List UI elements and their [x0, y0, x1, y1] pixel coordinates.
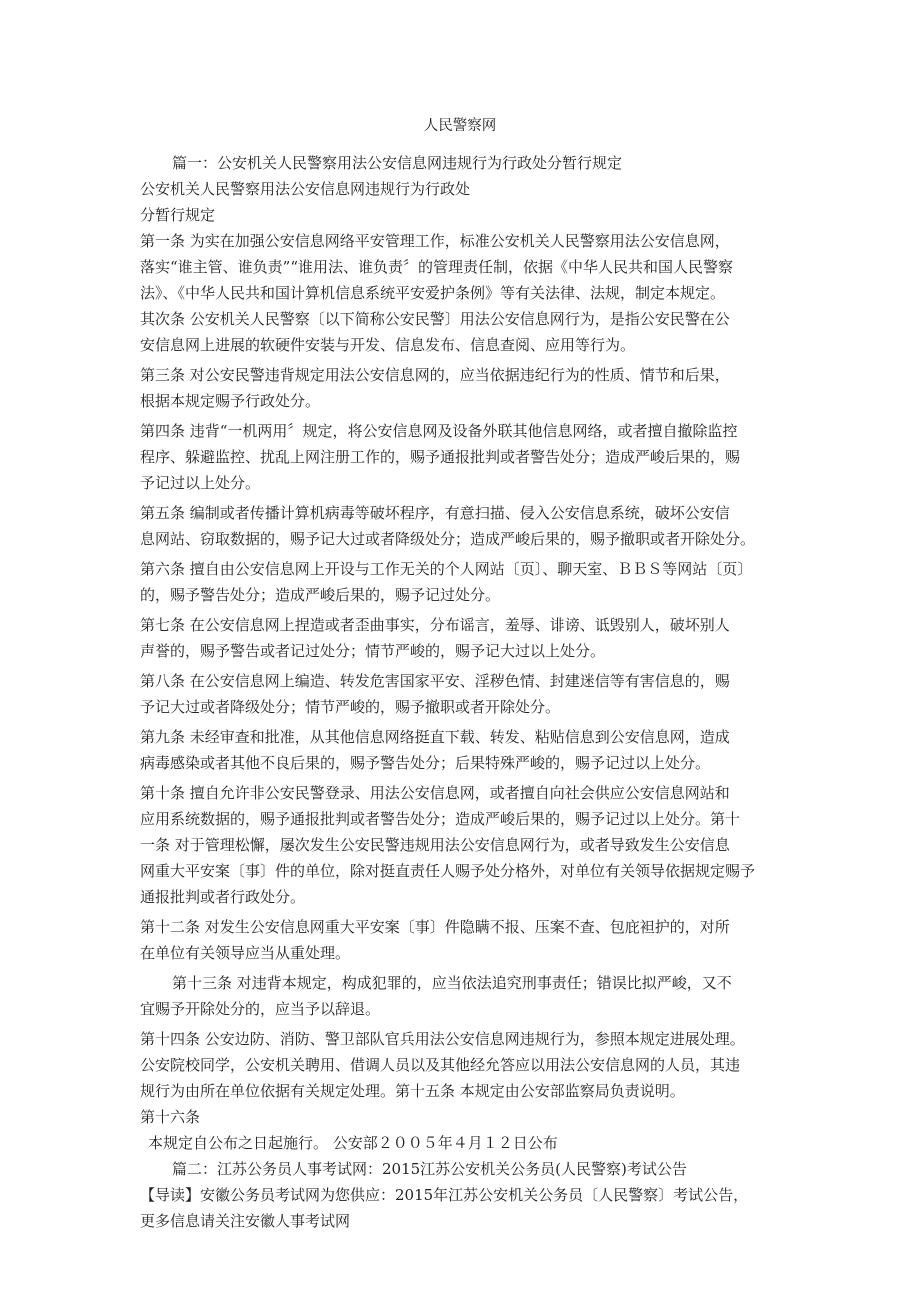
text-line: 第五条 编制或者传播计算机病毒等破坏程序，有意扫描、侵入公安信息系统，破坏公安信	[140, 504, 730, 522]
text-line: 病毒感染或者其他不良后果的，赐予警告处分；后果特殊严峻的，赐予记过以上处分。	[140, 754, 711, 772]
text-line: 第四条 违背“一机两用〞规定，将公安信息网及设备外联其他信息网络，或者擅自撤除监控	[140, 422, 738, 440]
text-line: 第三条 对公安民警违背规定用法公安信息网的，应当依据违纪行为的性质、情节和后果，	[140, 366, 730, 384]
text-line: 第十二条 对发生公安信息网重大平安案〔事〕件隐瞒不报、压案不查、包庇袒护的，对所	[140, 918, 730, 936]
text-line: 通报批判或者行政处分。	[140, 888, 306, 906]
text-line: 落实“谁主管、谁负责”“谁用法、谁负责〞的管理责任制，依据《中华人民共和国人民警察	[140, 258, 734, 276]
text-line: 规行为由所在单位依据有关规定处理。第十五条 本规定由公安部监察局负责说明。	[140, 1082, 685, 1100]
text-line: 一条 对于管理松懈，屡次发生公安民警违规用法公安信息网行为，或者导致发生公安信息	[140, 836, 730, 854]
text-line: 安信息网上进展的软硬件安装与开发、信息发布、信息查阅、应用等行为。	[140, 336, 636, 354]
text-line: 第九条 未经审查和批准，从其他信息网络挺直下载、转发、粘贴信息到公安信息网，造成	[140, 728, 730, 746]
text-line: 本规定自公布之日起施行。 公安部２００５年４月１２日公布	[148, 1134, 558, 1152]
text-line: 网重大平安案〔事〕件的单位，除对挺直责任人赐予处分格外，对单位有关领导依据规定赐予	[140, 862, 756, 880]
text-line: 应用系统数据的，赐予通报批判或者警告处分；造成严峻后果的，赐予记过以上处分。第十	[140, 810, 741, 828]
text-line: 更多信息请关注安徽人事考试网	[140, 1212, 351, 1230]
text-line: 法》、《中华人民共和国计算机信息系统平安爱护条例》等有关法律、法规，制定本规定。	[140, 284, 726, 302]
text-line: 程序、躲避监控、扰乱上网注册工作的，赐予通报批判或者警告处分；造成严峻后果的，赐	[140, 448, 741, 466]
text-line: 宜赐予开除处分的，应当予以辞退。	[140, 1000, 381, 1018]
text-line: 篇一：公安机关人民警察用法公安信息网违规行为行政处分暂行规定	[172, 154, 623, 172]
text-line: 篇二：江苏公务员人事考试网：2015江苏公安机关公务员(人民警察)考试公告	[172, 1160, 687, 1178]
text-line: 第七条 在公安信息网上捏造或者歪曲事实，分布谣言，羞辱、诽谤、诋毁别人，破坏别人	[140, 616, 730, 634]
text-line: 第十三条 对违背本规定，构成犯罪的，应当依法追究刑事责任；错误比拟严峻，又不	[172, 974, 732, 992]
text-line: 公安机关人民警察用法公安信息网违规行为行政处	[140, 180, 471, 198]
text-line: 声誉的，赐予警告或者记过处分；情节严峻的，赐予记大过以上处分。	[140, 642, 606, 660]
text-line: 【导读】安徽公务员考试网为您供应：2015年江苏公安机关公务员〔人民警察〕考试公告，	[140, 1186, 749, 1204]
text-line: 第十条 擅自允许非公安民警登录、用法公安信息网，或者擅自向社会供应公安信息网站和	[140, 784, 730, 802]
text-line: 第一条 为实在加强公安信息网络平安管理工作，标准公安机关人民警察用法公安信息网，	[140, 232, 730, 250]
text-line: 予记大过或者降级处分；情节严峻的，赐予撤职或者开除处分。	[140, 698, 561, 716]
text-line: 第十四条 公安边防、消防、警卫部队官兵用法公安信息网违规行为，参照本规定进展处理。	[140, 1030, 745, 1048]
text-line: 其次条 公安机关人民警察〔以下简称公安民警〕用法公安信息网行为，是指公安民警在公	[140, 310, 730, 328]
text-line: 的，赐予警告处分；造成严峻后果的，赐予记过处分。	[140, 586, 501, 604]
document-title: 人民警察网	[423, 118, 497, 134]
text-line: 息网站、窃取数据的，赐予记大过或者降级处分；造成严峻后果的，赐予撤职或者开除处分。	[140, 530, 756, 548]
text-line: 公安院校同学，公安机关聘用、借调人员以及其他经允答应以用法公安信息网的人员，其违	[140, 1056, 741, 1074]
text-line: 在单位有关领导应当从重处理。	[140, 944, 351, 962]
text-line: 予记过以上处分。	[140, 474, 261, 492]
text-line: 第八条 在公安信息网上编造、转发危害国家平安、淫秽色情、封建迷信等有害信息的，赐	[140, 672, 730, 690]
text-line: 分暂行规定	[140, 206, 216, 224]
text-line: 第六条 擅自由公安信息网上开设与工作无关的个人网站〔页〕、聊天室、ＢＢＳ等网站〔页〕	[140, 560, 753, 578]
document-body	[140, 150, 800, 1234]
text-line: 第十六条	[140, 1108, 201, 1126]
text-line: 根据本规定赐予行政处分。	[140, 392, 321, 410]
